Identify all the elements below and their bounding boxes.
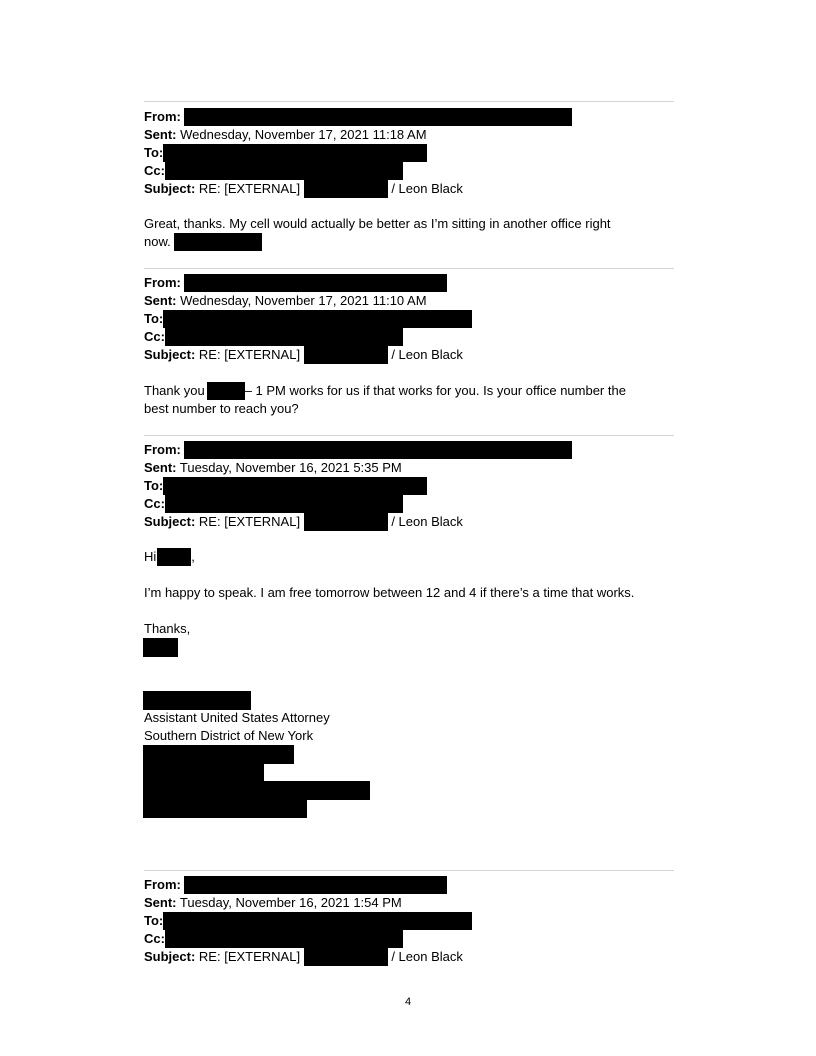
redaction-block [143,691,251,710]
from-line [144,441,572,459]
redaction-block [165,930,403,948]
redaction-block [143,799,307,818]
to-label: To: [144,913,164,928]
redaction-block [165,328,403,346]
to-line [144,912,472,930]
sent-line [144,459,402,477]
to-line [144,310,472,328]
header-divider [144,268,674,269]
subject-line [144,948,463,966]
subject-label: Subject: [144,181,196,196]
cc-line [144,162,403,180]
redaction-block [184,108,572,126]
from-line [144,108,572,126]
greeting-comma: , [191,549,195,564]
subject-prefix: RE: [EXTERNAL] [198,347,301,362]
cc-label: Cc: [144,163,165,178]
from-line [144,876,447,894]
body-line [144,233,262,251]
subject-suffix: / Leon Black [391,949,463,964]
redaction-block [157,548,191,566]
redaction-block [163,310,472,328]
sent-label: Sent: [144,895,177,910]
body-line [144,382,626,400]
subject-suffix: / Leon Black [391,181,463,196]
subject-prefix: RE: [EXTERNAL] [198,514,301,529]
page-number: 4 [404,996,412,1008]
redaction-block [184,876,447,894]
redaction-block [174,233,262,251]
redaction-block [143,638,178,657]
to-line [144,144,427,162]
redaction-block [165,162,403,180]
redaction-block [304,180,388,198]
from-label: From: [144,275,181,290]
body-line: Great, thanks. My cell would actually be better as I’m sitting in another office right [144,216,611,231]
subject-line [144,180,463,198]
body-text: Thank you [144,383,205,398]
redaction-block [304,346,388,364]
from-label: From: [144,877,181,892]
greeting-line [144,548,195,566]
subject-prefix: RE: [EXTERNAL] [198,949,301,964]
redaction-block [304,948,388,966]
from-line [144,274,447,292]
redaction-block [143,763,264,781]
subject-label: Subject: [144,949,196,964]
header-divider [144,101,674,102]
redaction-block [184,274,447,292]
to-label: To: [144,311,164,326]
cc-line [144,930,403,948]
sent-label: Sent: [144,127,177,142]
sent-value: Tuesday, November 16, 2021 5:35 PM [179,460,402,475]
body-text: – 1 PM works for us if that works for you. Is your office number the [244,383,626,398]
redaction-block [304,513,388,531]
closing-line: Thanks, [144,621,191,636]
sent-line [144,894,402,912]
subject-suffix: / Leon Black [391,514,463,529]
sent-label: Sent: [144,293,177,308]
redaction-block [184,441,572,459]
redaction-block [163,912,472,930]
header-divider [144,435,674,436]
header-divider [144,870,674,871]
to-label: To: [144,145,164,160]
sent-label: Sent: [144,460,177,475]
sent-value: Tuesday, November 16, 2021 1:54 PM [179,895,402,910]
redaction-block [165,495,403,513]
cc-label: Cc: [144,329,165,344]
body-line: I’m happy to speak. I am free tomorrow between 12 and 4 if there’s a time that works. [144,585,635,600]
sent-value: Wednesday, November 17, 2021 11:18 AM [180,127,427,142]
to-line [144,477,427,495]
signature-title: Assistant United States Attorney [144,710,330,725]
redaction-block [207,382,245,400]
redaction-block [143,781,370,800]
subject-suffix: / Leon Black [391,347,463,362]
redaction-block [163,477,427,495]
subject-label: Subject: [144,347,196,362]
cc-line [144,495,403,513]
redaction-block [143,745,294,764]
greeting-text: Hi [144,549,157,564]
sent-line [144,126,427,144]
sent-value: Wednesday, November 17, 2021 11:10 AM [180,293,427,308]
subject-prefix: RE: [EXTERNAL] [198,181,301,196]
from-label: From: [144,109,181,124]
from-label: From: [144,442,181,457]
cc-label: Cc: [144,496,165,511]
cc-line [144,328,403,346]
sent-line [144,292,427,310]
subject-line [144,346,463,364]
to-label: To: [144,478,164,493]
redaction-block [163,144,427,162]
subject-line [144,513,463,531]
signature-office: Southern District of New York [144,728,314,743]
subject-label: Subject: [144,514,196,529]
body-line: best number to reach you? [144,401,299,416]
body-text: now. [144,234,171,249]
cc-label: Cc: [144,931,165,946]
